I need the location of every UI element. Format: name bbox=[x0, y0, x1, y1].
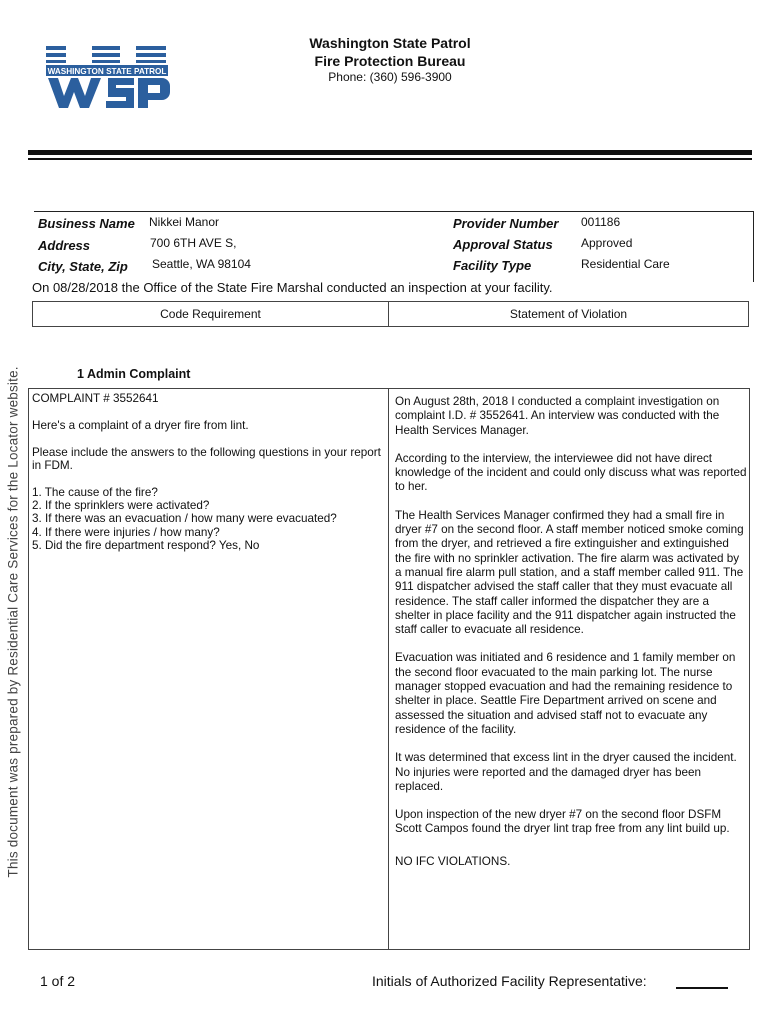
business-name-value: Nikkei Manor bbox=[149, 215, 220, 229]
wsp-logo bbox=[44, 44, 170, 110]
statement-of-violation-column bbox=[395, 395, 747, 869]
facility-type-label: Facility Type bbox=[453, 258, 532, 273]
question-item: 1. The cause of the fire? bbox=[32, 485, 158, 499]
finding-paragraph: According to the interview, the interviewee did not have direct knowledge of the incident and could only discuss what was reported to her. bbox=[395, 451, 747, 494]
code-requirement-column bbox=[32, 392, 382, 553]
findings-divider bbox=[388, 388, 389, 950]
initials-line bbox=[676, 987, 728, 989]
finding-paragraph: Evacuation was initiated and 6 residence and 1 family member on the second floor evacuated to the main parking lot. The nurse manager stopped evacuation and had the remaining residence to shelter in place. Seattle Fire Department arrived on scene and assessed the situation and advised staff not to evacuate any residence of the facility. bbox=[395, 651, 736, 736]
approval-status-value: Approved bbox=[581, 236, 633, 250]
finding-paragraph: The Health Services Manager confirmed they had a small fire in dryer #7 on the second floor. A staff member noticed smoke coming from the dryer, and retrieved a fire extinguisher and extinguished the fire with no sprinkler activation. The fire alarm was activated by a manual fire alarm pull station, and a staff member called 911. The 911 dispatcher advised the staff caller that they must evacuate all residence. The staff caller informed the dispatcher they are a shelter in place facility and the 911 dispatcher again instructed the staff caller to evacuate all residence. bbox=[395, 508, 744, 637]
complaint-number: COMPLAINT # 3552641 bbox=[32, 392, 159, 405]
column-header-violation: Statement of Violation bbox=[388, 301, 749, 327]
provider-number-value: 001186 bbox=[581, 215, 621, 229]
page-number: 1 of 2 bbox=[40, 973, 76, 989]
question-item: 2. If the sprinklers were activated? bbox=[32, 499, 210, 513]
question-item: 3. If there was an evacuation / how many were evacuated? bbox=[32, 512, 337, 526]
header-rule-thin bbox=[28, 158, 752, 160]
city-label: City, State, Zip bbox=[38, 259, 128, 274]
finding-paragraph: On August 28th, 2018 I conducted a complaint investigation on complaint I.D. # 3552641. An interview was conducted with the Health Services Manager. bbox=[395, 395, 720, 437]
approval-status-label: Approval Status bbox=[453, 237, 553, 252]
question-item: 4. If there were injuries / how many? bbox=[32, 525, 220, 539]
provider-number-label: Provider Number bbox=[453, 216, 559, 231]
header-title: Washington State Patrol bbox=[309, 35, 471, 51]
complaint-description: Here's a complaint of a dryer fire from lint. bbox=[32, 419, 249, 433]
finding-paragraph: It was determined that excess lint in the dryer caused the incident. No injuries were reported and the damaged dryer has been replaced. bbox=[395, 751, 737, 793]
section-title: 1 Admin Complaint bbox=[77, 367, 191, 381]
column-header-code: Code Requirement bbox=[32, 301, 389, 327]
inspection-intro: On 08/28/2018 the Office of the State Fire Marshal conducted an inspection at your facility. bbox=[32, 280, 553, 295]
side-note-text: This document was prepared by Residential Care Services for the Locator website. bbox=[5, 366, 21, 878]
finding-paragraph: Upon inspection of the new dryer #7 on the second floor DSFM Scott Campos found the dryer lint trap free from any lint build up. bbox=[395, 808, 730, 836]
header-rule-thick bbox=[28, 150, 752, 155]
finding-conclusion: NO IFC VIOLATIONS. bbox=[395, 854, 511, 868]
question-item: 5. Did the fire department respond? Yes, No bbox=[32, 539, 260, 553]
logo-agency-text: WASHINGTON STATE PATROL bbox=[47, 67, 167, 76]
business-name-label: Business Name bbox=[38, 216, 135, 231]
side-watermark bbox=[0, 0, 22, 1024]
address-label: Address bbox=[38, 238, 91, 253]
complaint-instructions: Please include the answers to the following questions in your report in FDM. bbox=[32, 445, 381, 473]
header-subtitle: Fire Protection Bureau bbox=[314, 53, 466, 69]
city-value: Seattle, WA 98104 bbox=[152, 257, 251, 271]
address-value: 700 6TH AVE S, bbox=[150, 236, 237, 250]
facility-type-value: Residential Care bbox=[581, 257, 670, 271]
initials-label: Initials of Authorized Facility Representative: bbox=[372, 973, 647, 989]
facility-info-box bbox=[34, 211, 754, 282]
header-phone: Phone: (360) 596-3900 bbox=[328, 70, 452, 84]
